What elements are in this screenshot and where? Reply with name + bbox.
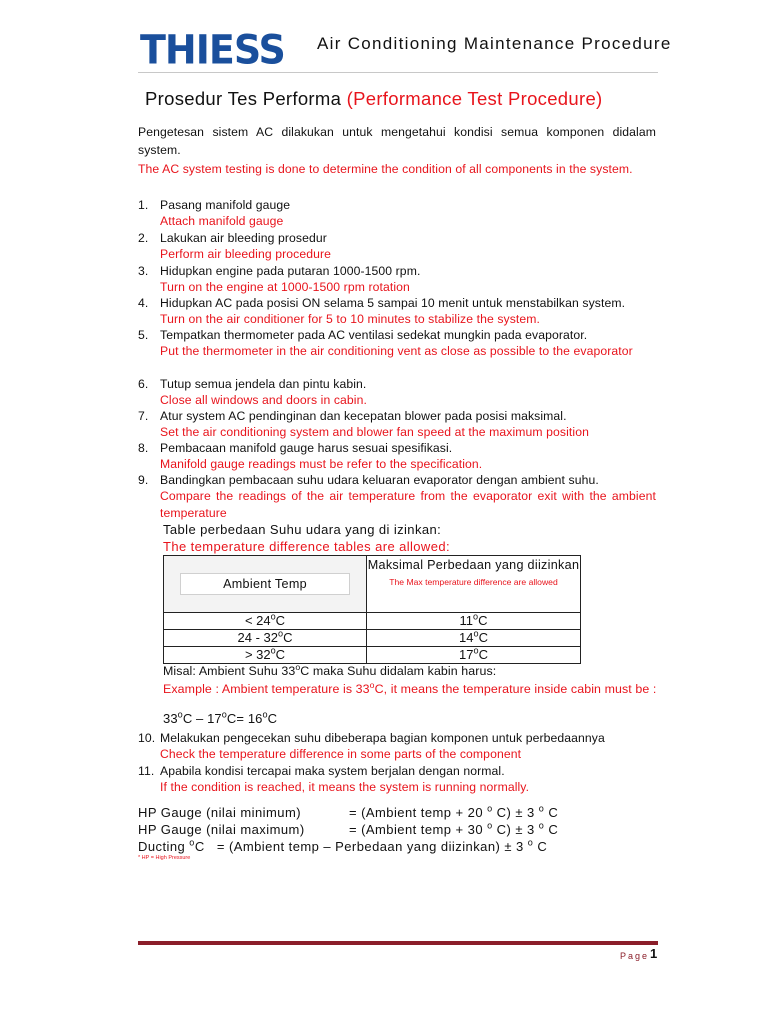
table-header-row [164, 556, 581, 613]
step-text-id: Tutup semua jendela dan pintu kabin. [160, 377, 367, 391]
intro-paragraph-en: The AC system testing is done to determine the condition of all components in the system. [138, 162, 633, 176]
step-number: 9. [138, 473, 149, 487]
cell-ambient: 24 - 32$^o$C [164, 630, 367, 647]
step-number: 1. [138, 198, 149, 212]
page-title-en: (Performance Test Procedure) [346, 88, 603, 109]
step-text-id: Hidupkan engine pada putaran 1000-1500 rpm. [160, 264, 421, 278]
example-calculation: $33^oC - 17^oC= 16^oC$ [163, 709, 278, 726]
cell-max: 11$^o$C [367, 613, 581, 630]
step-number: 7. [138, 409, 149, 423]
step-item [138, 763, 656, 796]
formula-ducting: Ducting $^o$C = (Ambient temp – Perbedaan yang diizinkan) ± 3 $^o$ C [138, 837, 548, 854]
table-row [164, 630, 581, 647]
table-row [164, 647, 581, 664]
step-number: 4. [138, 296, 149, 310]
step-text-en: Perform air bleeding procedure [160, 247, 332, 262]
step-item [138, 327, 656, 360]
step-text-en: Set the air conditioning system and blower fan speed at the maximum position [160, 425, 589, 440]
step-item [138, 440, 656, 473]
header-max-difference-id: Maksimal Perbedaan yang diizinkan [367, 558, 580, 572]
step-item [138, 197, 656, 230]
step-text-id: Lakukan air bleeding prosedur [160, 231, 327, 245]
step-text-en: Manifold gauge readings must be refer to the specification. [160, 457, 483, 472]
formula-hp-min-value: = (Ambient temp + 20 $^o$ C) ± 3 $^o$ C [349, 803, 559, 820]
header-ambient-temp-label: Ambient Temp [180, 573, 350, 595]
page-title-id: Prosedur Tes Performa [145, 88, 342, 109]
cell-ambient: > $32^oC$ [164, 647, 367, 664]
step-text-id: Tempatkan thermometer pada AC ventilasi sedekat mungkin pada evaporator. [160, 328, 588, 342]
header-title: Air Conditioning Maintenance Procedure [317, 34, 672, 53]
example-en: Example : Ambient temperature is 33$^o$C, it means the temperature inside cabin must be : [163, 679, 657, 696]
step-text-id: Apabila kondisi tercapai maka system berjalan dengan normal. [160, 764, 505, 778]
step-number: 6. [138, 377, 149, 391]
step-number: 11. [138, 764, 155, 778]
step-number: 8. [138, 441, 149, 455]
step-number: 5. [138, 328, 149, 342]
step-item [138, 295, 656, 328]
step-text-en: Attach manifold gauge [160, 214, 284, 229]
step-text-id: Atur system AC pendinginan dan kecepatan blower pada posisi maksimal. [160, 409, 567, 423]
step-number: 10. [138, 731, 156, 745]
step-item [138, 263, 656, 296]
table-row [164, 613, 581, 630]
step-text-id: Pasang manifold gauge [160, 198, 291, 212]
header-max-difference [367, 556, 581, 613]
step-item [138, 230, 656, 263]
step-text-id: Pembacaan manifold gauge harus sesuai spesifikasi. [160, 441, 453, 455]
formula-hp-min [138, 805, 301, 821]
step-text-en: Put the thermometer in the air conditioning vent as close as possible to the evaporator [160, 344, 633, 359]
step-text-en: Check the temperature difference in some parts of the component [160, 747, 522, 762]
step-text-en: If the condition is reached, it means the system is running normally. [160, 780, 530, 795]
step-text-en: Turn on the air conditioner for 5 to 10 minutes to stabilize the system. [160, 312, 541, 327]
header-ambient-temp [164, 556, 367, 613]
formula-hp-max [138, 822, 305, 838]
step-item [138, 472, 656, 521]
table-caption-en: The temperature difference tables are allowed: [163, 539, 450, 554]
step-text-en: Close all windows and doors in cabin. [160, 393, 367, 408]
example-id: Misal: Ambient Suhu 33$^o$C maka Suhu didalam kabin harus: [163, 661, 497, 678]
step-number: 2. [138, 231, 149, 245]
temperature-table [163, 555, 581, 664]
page-number: 1 [650, 946, 658, 961]
header-divider [138, 72, 658, 73]
hp-footnote: * HP = High Pressure [138, 855, 191, 861]
step-text-id: Melakukan pengecekan suhu dibeberapa bagian komponen untuk perbedaannya [160, 731, 605, 745]
formula-hp-max-value: = (Ambient temp + 30 $^o$ C) ± 3 $^o$ C [349, 820, 559, 837]
step-number: 3. [138, 264, 149, 278]
step-text-en: Turn on the engine at 1000-1500 rpm rotation [160, 280, 410, 295]
formula-hp-min-label: HP Gauge (nilai minimum) [138, 805, 301, 820]
step-text-id: Hidupkan AC pada posisi ON selama 5 sampai 10 menit untuk menstabilkan system. [160, 296, 626, 310]
cell-ambient: < $24^oC$ [164, 613, 367, 630]
step-item [138, 408, 656, 441]
cell-max: 14$^o$C [367, 630, 581, 647]
step-text-en: Compare the readings of the air temperature from the evaporator exit with the ambient temperature [160, 489, 656, 520]
header-max-difference-en: The Max temperature difference are allowed [389, 577, 558, 587]
footer-divider [138, 941, 658, 945]
intro-paragraph-id: Pengetesan sistem AC dilakukan untuk mengetahui kondisi semua komponen didalam system. [138, 125, 656, 157]
thiess-logo: THIESS [140, 26, 285, 74]
cell-max: 17$^o$C [367, 647, 581, 664]
step-item [138, 730, 656, 763]
table-caption-id: Table perbedaan Suhu udara yang di izinkan: [163, 522, 442, 537]
formula-hp-max-label: HP Gauge (nilai maximum) [138, 822, 305, 837]
page-title [145, 88, 603, 110]
step-text-id: Bandingkan pembacaan suhu udara keluaran evaporator dengan ambient suhu. [160, 473, 599, 487]
step-item [138, 376, 656, 409]
page-label: Page [620, 951, 650, 961]
